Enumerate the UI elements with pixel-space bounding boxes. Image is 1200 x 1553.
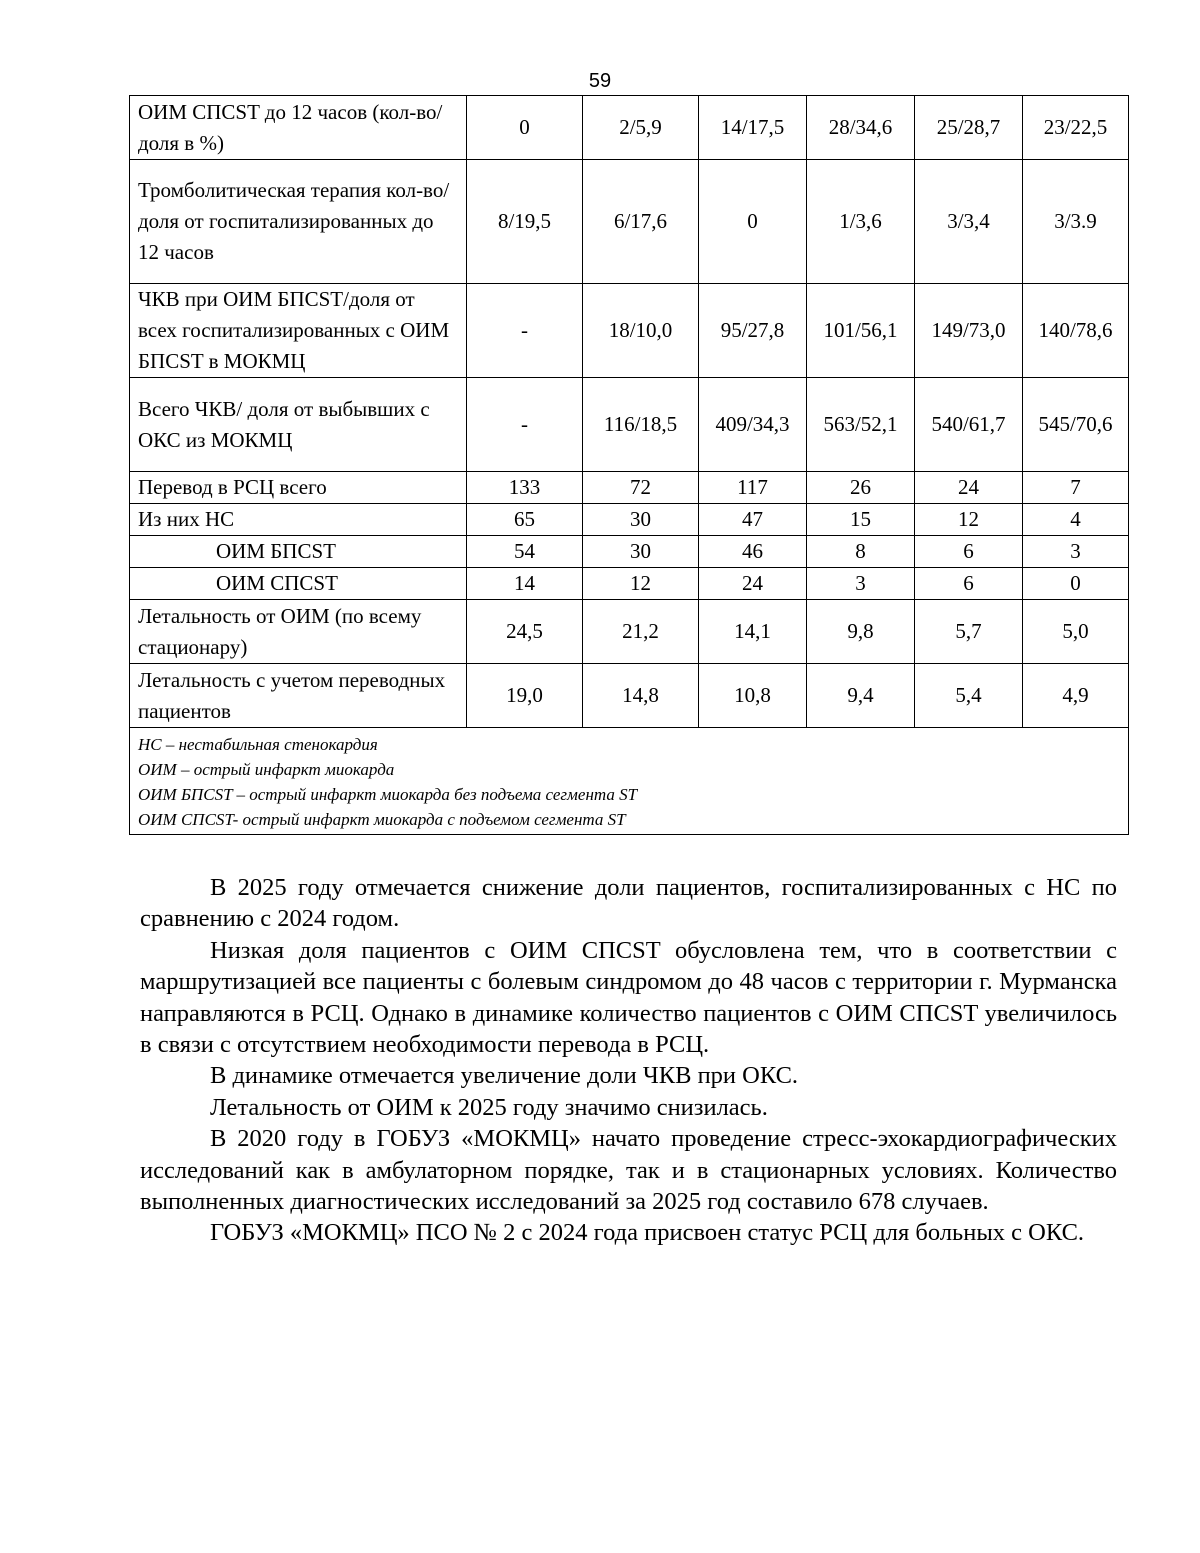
table-cell: 14,1 [699,600,807,664]
legend-item: ОИМ БПСST – острый инфаркт миокарда без подъема сегмента ST [138,785,638,804]
table-cell: 0 [1023,568,1129,600]
paragraph: ГОБУЗ «МОКМЦ» ПСО № 2 с 2024 года присвоен статус РСЦ для больных с ОКС. [210,1219,1085,1247]
table-cell: 23/22,5 [1023,96,1129,160]
table-cell: 545/70,6 [1023,378,1129,472]
row-label: Из них НС [130,504,467,536]
table-cell: 540/61,7 [915,378,1023,472]
table-cell: 9,4 [807,664,915,728]
paragraph: Низкая доля пациентов с ОИМ СПСST обусловлена тем, что в соответствии с маршрутизацией все пациенты с болевым синдромом до 48 часов с территории г. Мурманска направляются в РСЦ. Однако в динамике количество пациентов с ОИМ СПСST увеличилось в связи с отсутствием необходимости перевода в РСЦ. [140,936,1117,1059]
table-cell: 140/78,6 [1023,284,1129,378]
table-cell: 3 [807,568,915,600]
table-cell: 409/34,3 [699,378,807,472]
table-cell: 28/34,6 [807,96,915,160]
table-cell: 24,5 [467,600,583,664]
table-cell: 72 [583,472,699,504]
table-row [130,96,1129,160]
table-cell: 26 [807,472,915,504]
table-cell: - [467,378,583,472]
table-cell: 101/56,1 [807,284,915,378]
table-cell: 563/52,1 [807,378,915,472]
table-legend [130,728,1129,835]
row-label: Перевод в РСЦ всего [130,472,467,504]
table-cell: 4,9 [1023,664,1129,728]
table-cell: 2/5,9 [583,96,699,160]
table-cell: 3/3.9 [1023,160,1129,284]
body-text [140,872,1117,1249]
table-row [130,600,1129,664]
table-cell: 95/27,8 [699,284,807,378]
table-cell: 0 [467,96,583,160]
table-cell: 1/3,6 [807,160,915,284]
table-cell: 54 [467,536,583,568]
table-cell: 3 [1023,536,1129,568]
row-label: Летальность с учетом переводных пациентов [130,664,467,728]
table-cell: 7 [1023,472,1129,504]
row-label: Летальность от ОИМ (по всему стационару) [130,600,467,664]
table-cell: 6 [915,536,1023,568]
paragraph: В 2020 году в ГОБУЗ «МОКМЦ» начато проведение стресс-эхокардиографических исследований как в амбулаторном порядке, так и в стационарных условиях. Количество выполненных диагностических исследований за 2025 год составило 678 случаев. [140,1125,1117,1216]
row-label: Тромболитическая терапия кол-во/доля от госпитализированных до 12 часов [130,160,467,284]
table-cell: 6/17,6 [583,160,699,284]
legend-item: ОИМ СПСST- острый инфаркт миокарда с подъемом сегмента ST [138,810,626,829]
table-cell: 8/19,5 [467,160,583,284]
table-cell: 4 [1023,504,1129,536]
row-label: ОИМ СПСST [130,568,467,600]
table-cell: 116/18,5 [583,378,699,472]
table-cell: 5,4 [915,664,1023,728]
table-cell: 12 [583,568,699,600]
table-cell: 6 [915,568,1023,600]
table-cell: 149/73,0 [915,284,1023,378]
table-row [130,160,1129,284]
table-cell: 65 [467,504,583,536]
paragraph: Летальность от ОИМ к 2025 году значимо снизилась. [210,1093,768,1121]
table-cell: 30 [583,504,699,536]
table-row [130,536,1129,568]
table-cell: 46 [699,536,807,568]
table-body [130,96,1129,835]
table-cell: 3/3,4 [915,160,1023,284]
table-row [130,568,1129,600]
table-cell: 12 [915,504,1023,536]
paragraph: В 2025 году отмечается снижение доли пациентов, госпитализированных с НС по сравнению с 2024 годом. [140,874,1117,933]
legend-item: ОИМ – острый инфаркт миокарда [138,760,395,779]
legend-row [130,728,1129,835]
table-cell: - [467,284,583,378]
table-cell: 18/10,0 [583,284,699,378]
table-cell: 14,8 [583,664,699,728]
table-cell: 117 [699,472,807,504]
table-row [130,664,1129,728]
legend-item: НС – нестабильная стенокардия [138,735,378,754]
table-cell: 0 [699,160,807,284]
table-cell: 30 [583,536,699,568]
row-label: ОИМ БПСST [130,536,467,568]
table-cell: 25/28,7 [915,96,1023,160]
table-cell: 133 [467,472,583,504]
table-row [130,504,1129,536]
paragraph: В динамике отмечается увеличение доли ЧКВ при ОКС. [210,1062,799,1090]
table-row [130,378,1129,472]
row-label: ОИМ СПСST до 12 часов (кол-во/доля в %) [130,96,467,160]
table-cell: 47 [699,504,807,536]
table-cell: 5,0 [1023,600,1129,664]
table-cell: 24 [915,472,1023,504]
table-cell: 14/17,5 [699,96,807,160]
table-cell: 24 [699,568,807,600]
table-cell: 14 [467,568,583,600]
row-label: ЧКВ при ОИМ БПСST/доля от всех госпитализированных с ОИМ БПСST в МОКМЦ [130,284,467,378]
table-row [130,472,1129,504]
table-cell: 8 [807,536,915,568]
table-cell: 5,7 [915,600,1023,664]
table-cell: 19,0 [467,664,583,728]
table-cell: 9,8 [807,600,915,664]
table-cell: 21,2 [583,600,699,664]
row-label: Всего ЧКВ/ доля от выбывших с ОКС из МОКМЦ [130,378,467,472]
table-cell: 15 [807,504,915,536]
statistics-table [129,95,1129,835]
table-row [130,284,1129,378]
table-cell: 10,8 [699,664,807,728]
page-number: 59 [588,70,612,92]
